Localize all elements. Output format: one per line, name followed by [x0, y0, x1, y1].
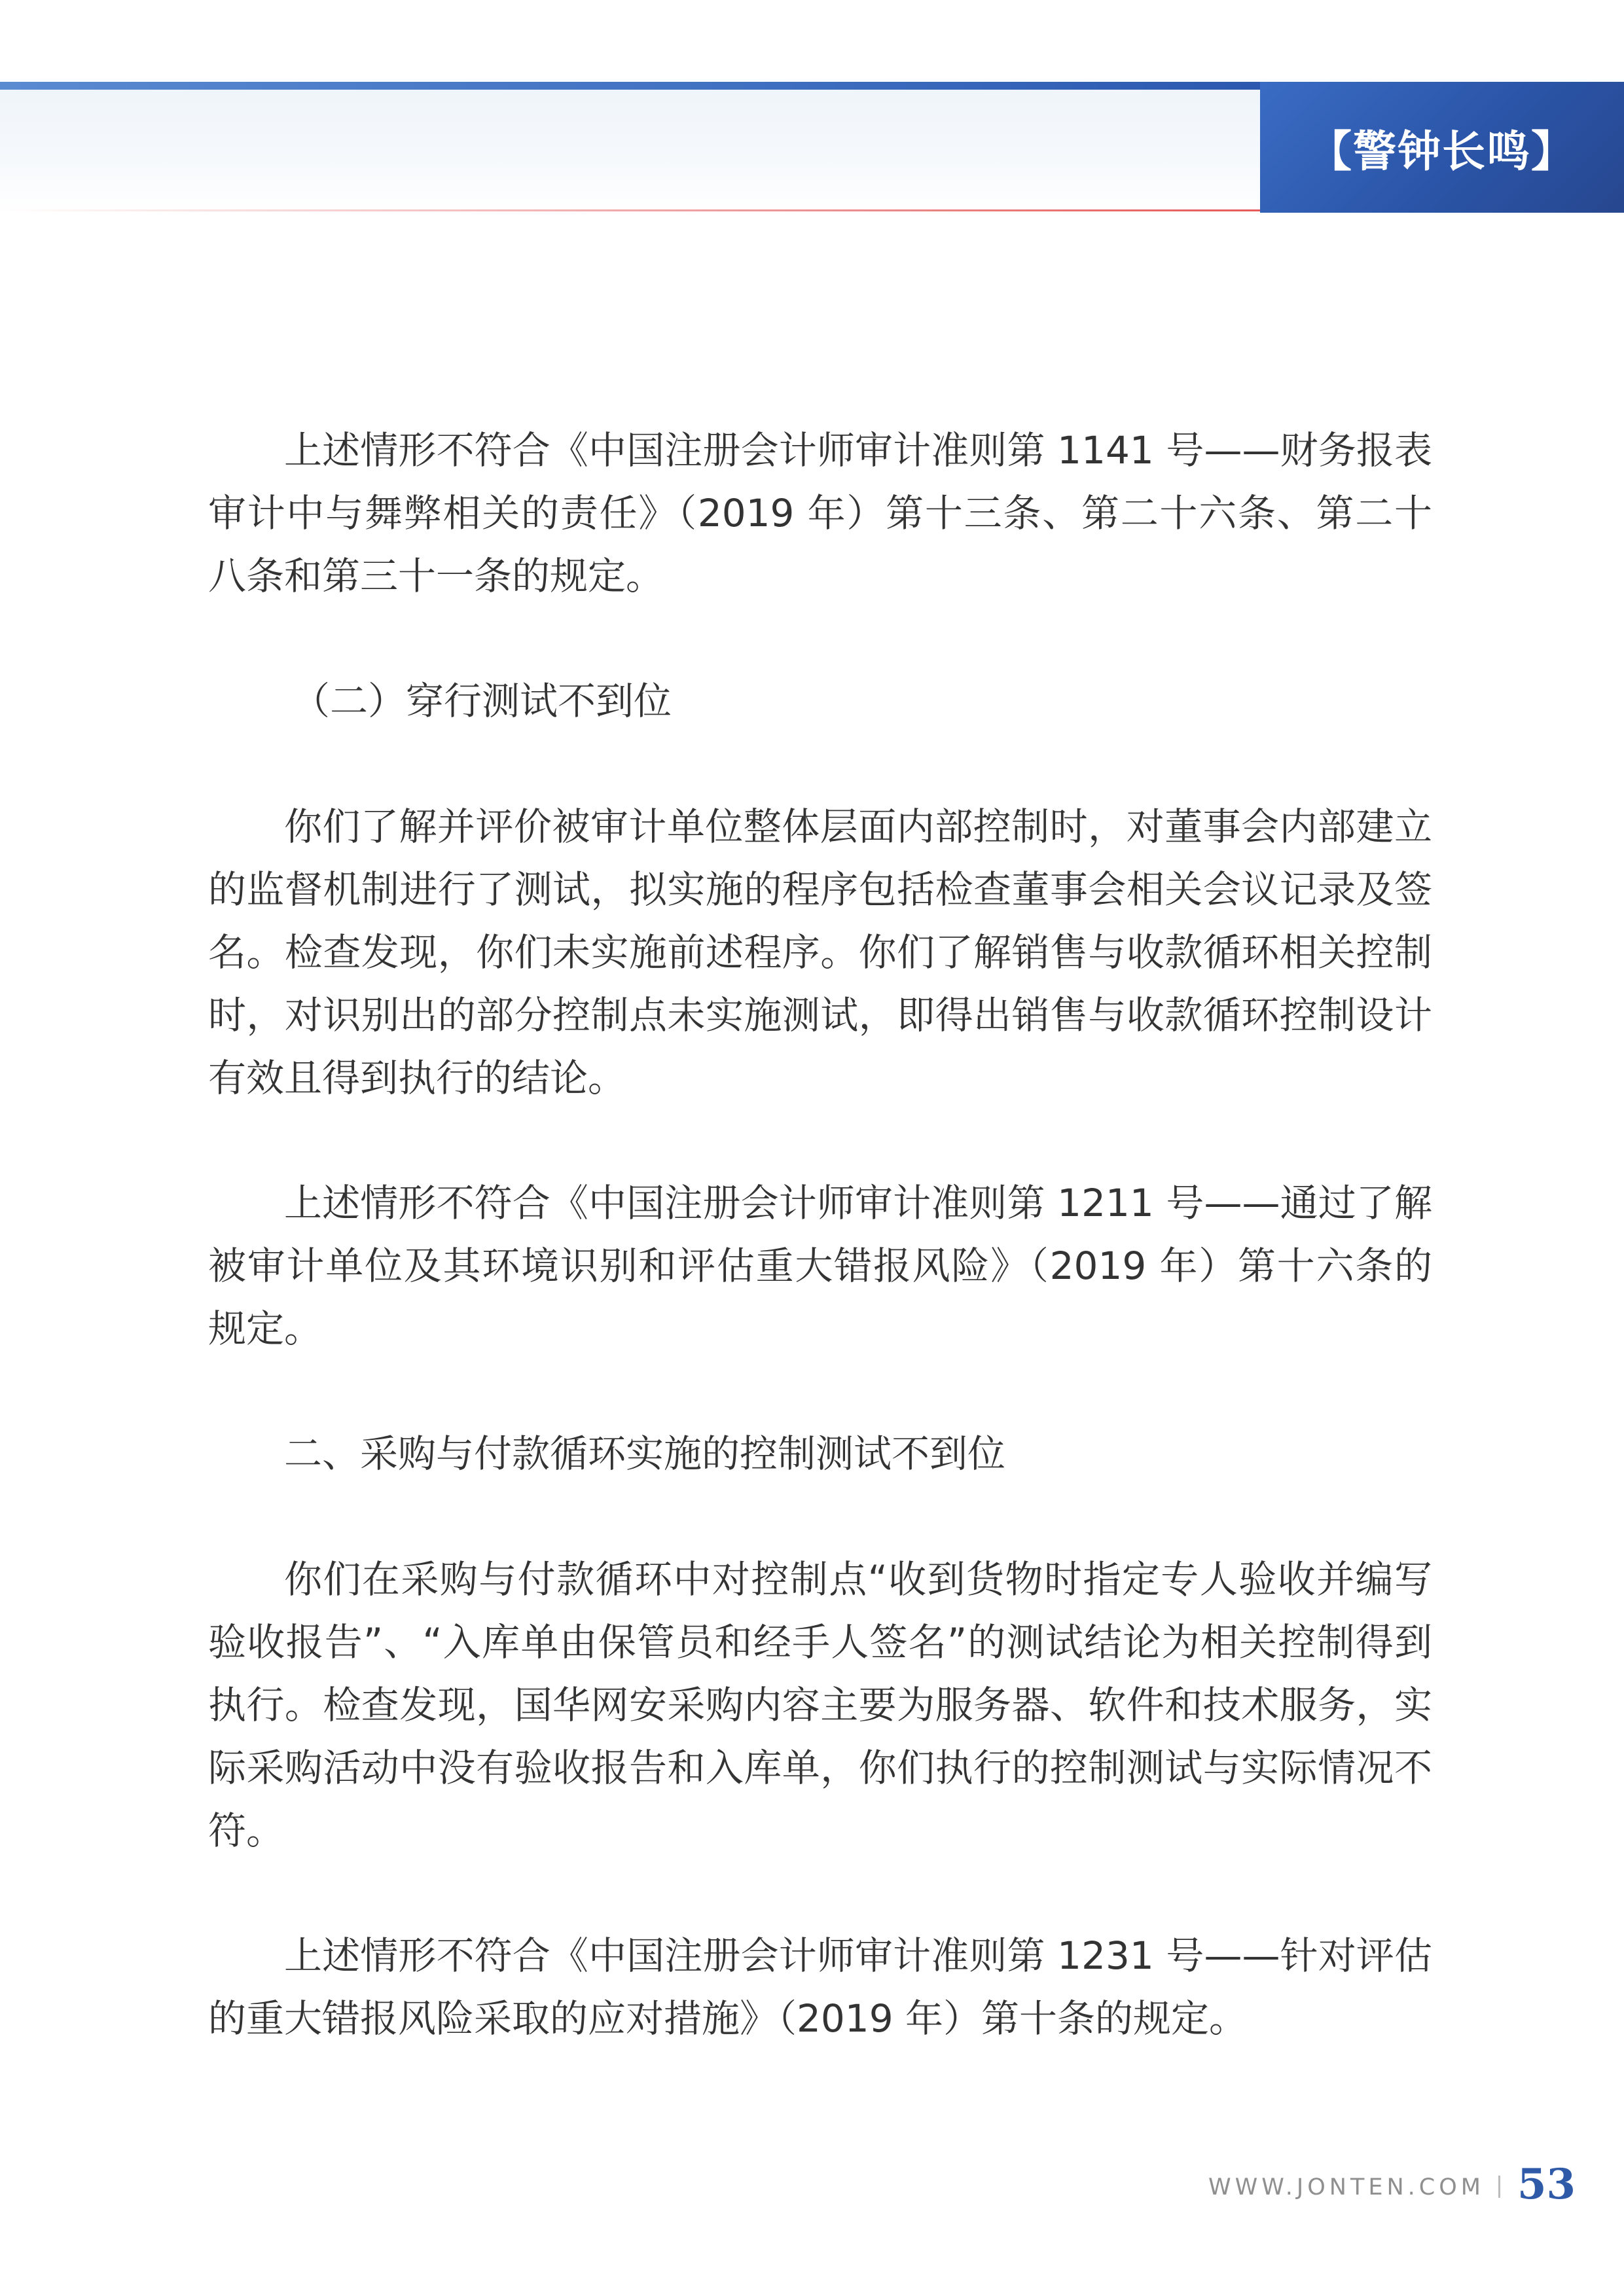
paragraph-2: 你们了解并评价被审计单位整体层面内部控制时，对董事会内部建立的监督机制进行了测试，拟实施的程序包括检查董事会相关会议记录及签名。检查发现，你们未实施前述程序。你们了解销售与收款循环相关控制时，对识别出的部分控制点未实施测试，即得出销售与收款循环控制设计有效且得到执行的结论。: [208, 804, 1432, 1100]
header-divider-line: [0, 209, 1260, 211]
subheading-walkthrough-test: （二）穿行测试不到位: [292, 679, 672, 723]
paragraph-3: 上述情形不符合《中国注册会计师审计准则第 1211 号——通过了解被审计单位及其环境识别和评估重大错报风险》（2019 年）第十六条的规定。: [208, 1181, 1432, 1351]
paragraph-1: 上述情形不符合《中国注册会计师审计准则第 1141 号——财务报表审计中与舞弊相关的责任》（2019 年）第十三条、第二十六条、第二十八条和第三十一条的规定。: [208, 428, 1432, 598]
paragraph-4: 你们在采购与付款循环中对控制点“收到货物时指定专人验收并编写验收报告”、“入库单由保管员和经手人签名”的测试结论为相关控制得到执行。检查发现，国华网安采购内容主要为服务器、软件和技术服务，实际采购活动中没有验收报告和入库单，你们执行的控制测试与实际情况不符。: [208, 1557, 1432, 1853]
subheading-procurement-control-test: 二、采购与付款循环实施的控制测试不到位: [284, 1431, 1006, 1476]
paragraph-5: 上述情形不符合《中国注册会计师审计准则第 1231 号——针对评估的重大错报风险采取的应对措施》（2019 年）第十条的规定。: [208, 1933, 1432, 2041]
section-tab: [1260, 82, 1624, 213]
footer-divider: [1498, 2176, 1500, 2198]
footer-website: WWW.JONTEN.COM: [1208, 2174, 1485, 2200]
page-number: 53: [1517, 2160, 1576, 2209]
header-accent-line: [0, 82, 1260, 90]
section-title: 【警钟长鸣】: [1308, 126, 1576, 177]
